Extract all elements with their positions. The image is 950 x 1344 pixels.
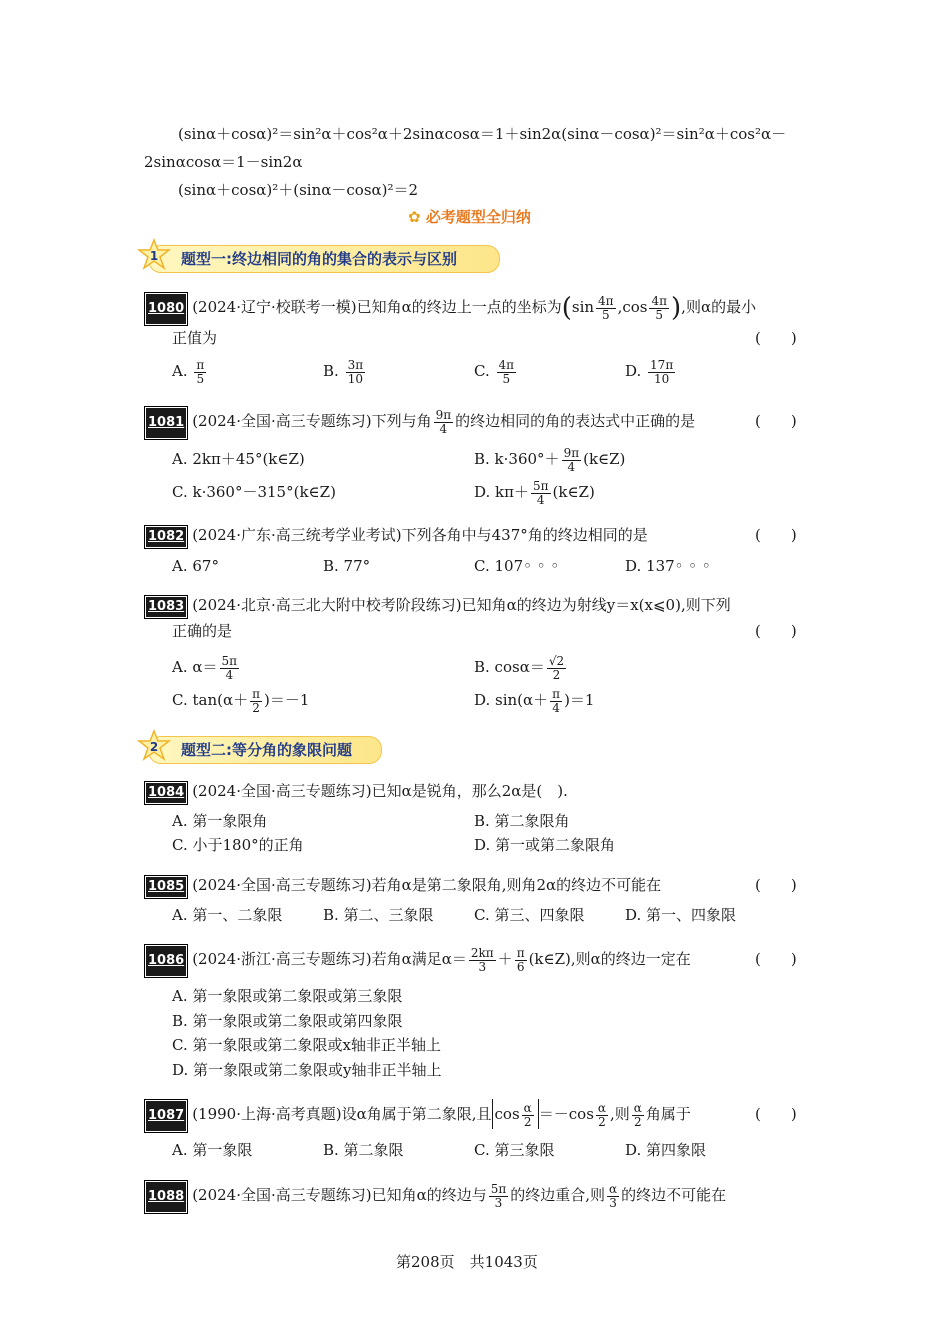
question-1086: 1086 (2024·浙江·高三专题练习)若角α满足α＝ $\frac{2k\pi}{3}$ ＋ $\frac{\pi}{6}$ (k∈Z),则α的终边一定在	[144, 944, 691, 978]
question-number: 1086	[144, 944, 188, 978]
option-d: D. 第四象限	[625, 1141, 707, 1159]
section-title: 题型一:终边相同的角的集合的表示与区别	[181, 250, 458, 268]
answer-paren: ( )	[755, 1105, 797, 1123]
formula-line-1: (sinα＋cosα)²＝sin²α＋cos²α＋2sinαcosα＝1＋sin2α(sinα－cosα)²＝sin²α＋cos²α－	[178, 125, 787, 143]
option-d: D. 137◦ ◦ ◦	[625, 557, 711, 575]
option-d: D. 第一象限或第二象限或y轴非正半轴上	[172, 1061, 442, 1079]
option-c: C. 107◦ ◦ ◦	[474, 557, 560, 575]
answer-paren: ( )	[755, 329, 797, 347]
option-a: A. 第一象限	[172, 1141, 253, 1159]
option-a: A. 第一象限或第二象限或第三象限	[172, 987, 403, 1005]
question-1088: 1088 (2024·全国·高三专题练习)已知角α的终边与 $\frac{5\pi}{3}$ 的终边重合,则 $\frac{\alpha}{3}$ 的终边不可能在	[144, 1180, 726, 1214]
question-1084: 1084 (2024·全国·高三专题练习)已知α是锐角，那么2α是( ).	[144, 781, 568, 805]
section-banner-1	[148, 245, 500, 273]
option-a: A. 第一、二象限	[172, 906, 283, 924]
question-1085: 1085 (2024·全国·高三专题练习)若角α是第二象限角,则角2α的终边不可能在	[144, 875, 661, 899]
page-footer	[396, 1252, 538, 1272]
option-b: B. 第一象限或第二象限或第四象限	[172, 1012, 403, 1030]
section-banner-2	[148, 736, 382, 764]
flower-icon: ✿	[408, 208, 421, 226]
question-number: 1083	[144, 595, 188, 619]
option-b: B. cosα＝ $\frac{√2}{2}$	[474, 653, 565, 682]
question-1083-cont: 正确的是	[172, 622, 233, 640]
formula-line-3: (sinα＋cosα)²＋(sinα－cosα)²＝2	[178, 181, 419, 199]
question-number: 1087	[144, 1099, 188, 1133]
star-icon	[137, 729, 171, 763]
option-c: C. 第三象限	[474, 1141, 555, 1159]
question-1083: 1083 (2024·北京·高三北大附中校考阶段练习)已知角α的终边为射线y＝x(x⩽0),则下列	[144, 595, 731, 619]
option-a: A. α＝ $\frac{5\pi}{4}$	[172, 653, 238, 682]
section-num: 2	[149, 740, 159, 754]
option-a: A. 2kπ＋45°(k∈Z)	[172, 450, 305, 468]
page-number: 第208页	[396, 1253, 455, 1271]
option-c: C. 第三、四象限	[474, 906, 585, 924]
question-1080: 1080 (2024·辽宁·校联考一模)已知角α的终边上一点的坐标为(sin $\frac{4\pi}{5}$ ,cos $\frac{4\pi}{5}$ ),则α的最小	[144, 292, 756, 326]
question-1082: 1082 (2024·广东·高三统考学业考试)下列各角中与437°角的终边相同的是	[144, 525, 648, 549]
answer-paren: ( )	[755, 412, 797, 430]
answer-paren: ( )	[755, 526, 797, 544]
answer-paren: ( )	[755, 622, 797, 640]
option-c: C. tan(α＋ $\frac{\pi}{2}$ )＝－1	[172, 686, 310, 715]
question-number: 1084	[144, 781, 188, 805]
option-b: B. 第二、三象限	[323, 906, 434, 924]
answer-paren: ( )	[755, 950, 797, 968]
option-d: D. sin(α＋ $\frac{\pi}{4}$ )＝1	[474, 686, 595, 715]
question-number: 1081	[144, 406, 188, 440]
question-number: 1085	[144, 875, 188, 899]
section-header	[408, 206, 531, 227]
option-b: B. 77°	[323, 557, 371, 575]
option-b: B. $\frac{3\pi}{10}$	[323, 357, 364, 386]
question-number: 1088	[144, 1180, 188, 1214]
page-total: 共1043页	[469, 1253, 538, 1271]
option-a: A. 67°	[172, 557, 219, 575]
star-icon	[137, 238, 171, 272]
formula-line-2: 2sinαcosα＝1－sin2α	[144, 153, 303, 171]
option-a: A. 第一象限角	[172, 812, 268, 830]
section-header-title: 必考题型全归纳	[425, 208, 531, 226]
option-d: D. 第一、四象限	[625, 906, 737, 924]
section-num: 1	[149, 249, 159, 263]
option-a: A. $\frac{\pi}{5}$	[172, 357, 205, 386]
question-number: 1080	[144, 292, 188, 326]
answer-paren: ( )	[755, 876, 797, 894]
question-1081: 1081 (2024·全国·高三专题练习)下列与角 $\frac{9\pi}{4}$ 的终边相同的角的表达式中正确的是	[144, 406, 695, 440]
option-d: D. $\frac{17\pi}{10}$	[625, 357, 674, 386]
option-b: B. 第二象限角	[474, 812, 570, 830]
option-c: C. $\frac{4\pi}{5}$	[474, 357, 515, 386]
option-d: D. 第一或第二象限角	[474, 836, 616, 854]
question-number: 1082	[144, 525, 188, 549]
option-c: C. 第一象限或第二象限或x轴非正半轴上	[172, 1036, 441, 1054]
option-b: B. 第二象限	[323, 1141, 404, 1159]
option-c: C. k·360°－315°(k∈Z)	[172, 483, 336, 501]
question-1080-cont: 正值为	[172, 329, 218, 347]
option-c: C. 小于180°的正角	[172, 836, 304, 854]
option-b: B. k·360°＋ $\frac{9\pi}{4}$ (k∈Z)	[474, 445, 626, 474]
section-title: 题型二:等分角的象限问题	[181, 741, 352, 759]
option-d: D. kπ＋ $\frac{5\pi}{4}$ (k∈Z)	[474, 478, 595, 507]
question-1087: 1087 (1990·上海·高考真题)设α角属于第二象限,且 cos $\frac{\alpha}{2}$ ＝－cos $\frac{\alpha}{2}$ ,则 $\frac{\alpha}{2}$ 角属于	[144, 1099, 691, 1133]
